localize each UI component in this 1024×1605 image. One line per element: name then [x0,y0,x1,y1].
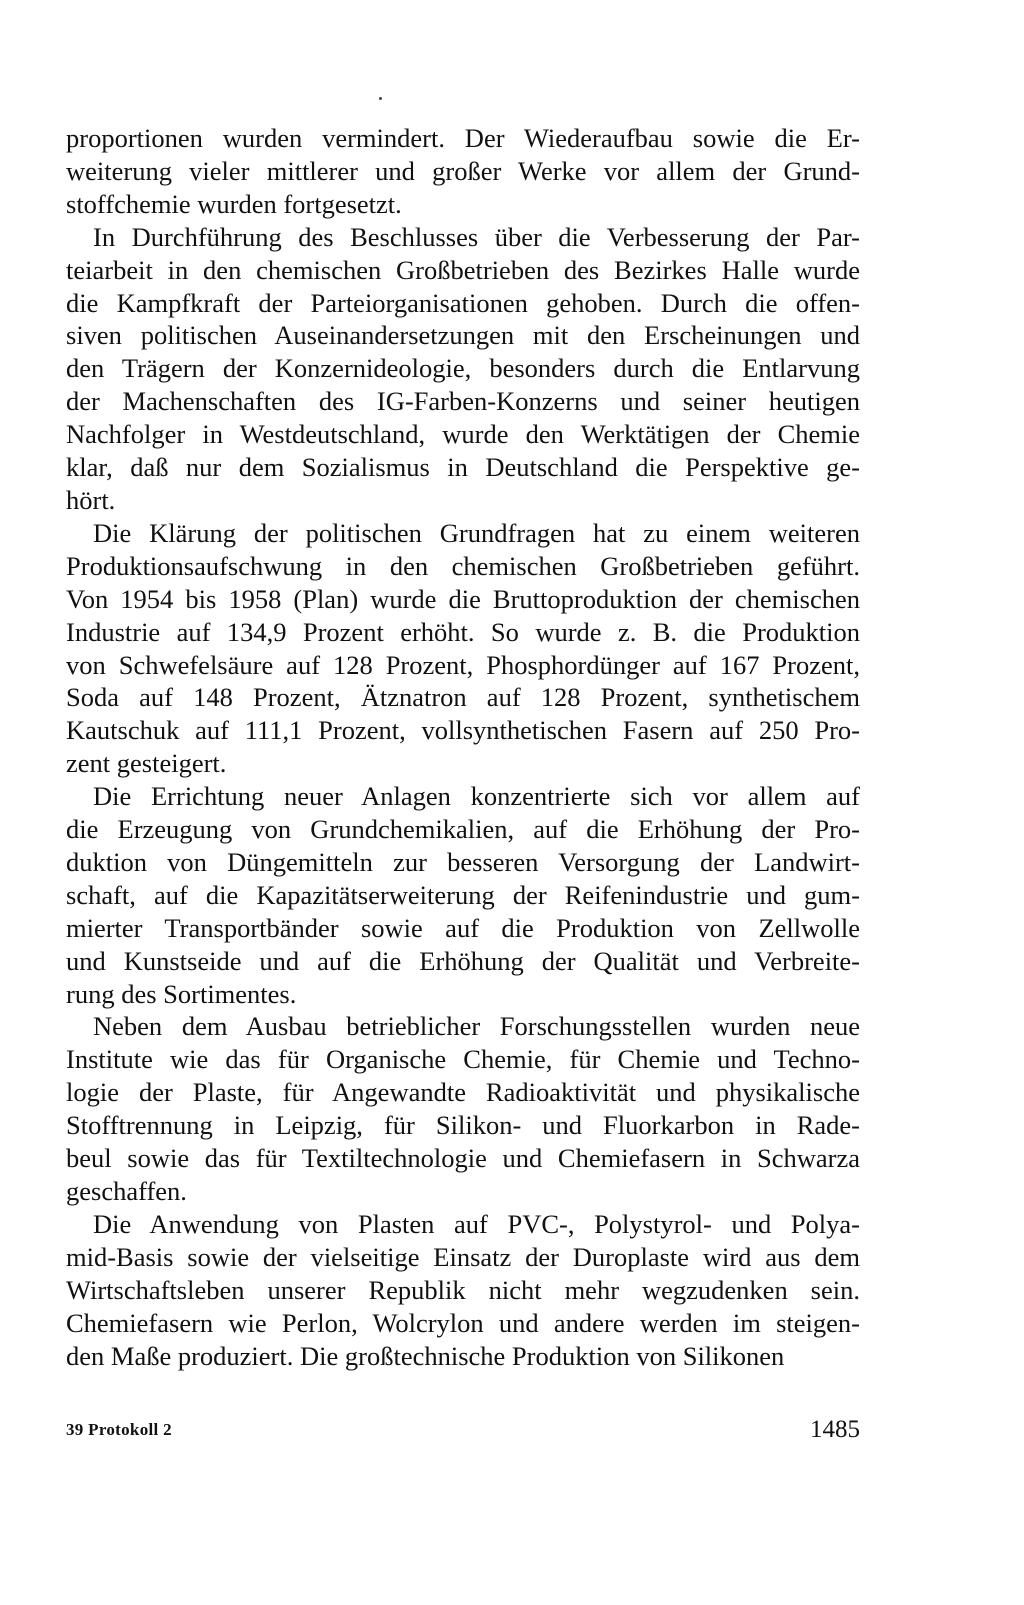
text-line: die Kampfkraft der Parteiorganisationen gehoben. Durch die offen- [66,287,860,318]
text-line: duktion von Düngemitteln zur besseren Versorgung der Landwirt- [66,846,860,877]
text-line: Chemiefasern wie Perlon, Wolcrylon und andere werden im steigen- [66,1307,860,1338]
text-line: rung des Sortimentes. [66,978,297,1009]
paragraph [66,1010,860,1207]
page-footer [66,1418,860,1448]
text-line: den Trägern der Konzernideologie, besonders durch die Entlarvung [66,353,860,384]
text-line: Nachfolger in Westdeutschland, wurde den Werktätigen der Chemie [66,419,860,450]
text-line: hört. [66,484,116,515]
text-line: Kautschuk auf 111,1 Prozent, vollsynthetischen Fasern auf 250 Pro- [66,715,860,746]
text-line: In Durchführung des Beschlusses über die Verbesserung der Par- [93,221,860,252]
text-line: proportionen wurden vermindert. Der Wiederaufbau sowie die Er- [66,123,860,153]
text-line: Die Errichtung neuer Anlagen konzentrierte sich vor allem auf [93,781,860,812]
print-speck [379,97,382,100]
text-line: Die Klärung der politischen Grundfragen hat zu einem weiteren [93,517,860,548]
text-line: und Kunstseide und auf die Erhöhung der Qualität und Verbreite- [66,945,860,976]
text-line: die Erzeugung von Grundchemikalien, auf die Erhöhung der Pro- [66,814,860,845]
text-line: Industrie auf 134,9 Prozent erhöht. So wurde z. B. die Produktion [66,616,860,647]
text-line: mierter Transportbänder sowie auf die Produktion von Zellwolle [66,912,860,943]
text-line: Institute wie das für Organische Chemie, für Chemie und Techno- [66,1044,860,1075]
text-line: Neben dem Ausbau betrieblicher Forschungsstellen wurden neue [93,1011,860,1042]
paragraph [66,221,860,517]
text-line: siven politischen Auseinandersetzungen mit den Erscheinungen und [66,320,860,351]
text-line: logie der Plaste, für Angewandte Radioaktivität und physikalische [66,1077,860,1108]
text-line: der Machenschaften des IG-Farben-Konzerns und seiner heutigen [66,386,860,417]
text-line: Soda auf 148 Prozent, Ätznatron auf 128 Prozent, synthetischem [66,682,860,713]
text-line: mid-Basis sowie der vielseitige Einsatz der Duroplaste wird aus dem [66,1241,860,1272]
text-line: Von 1954 bis 1958 (Plan) wurde die Bruttoproduktion der chemischen [66,583,860,614]
paragraph [66,517,860,780]
text-line: beul sowie das für Textiltechnologie und Chemiefasern in Schwarza [66,1143,860,1174]
text-line: Die Anwendung von Plasten auf PVC-, Polystyrol- und Polya- [93,1208,860,1239]
text-line: Wirtschaftsleben unserer Republik nicht mehr wegzudenken sein. [66,1274,860,1305]
text-line: den Maße produziert. Die großtechnische Produktion von Silikonen [66,1340,785,1371]
page-number: 1485 [810,1416,860,1443]
text-line: Stofftrennung in Leipzig, für Silikon- und Fluorkarbon in Rade- [66,1110,860,1141]
paragraph [66,780,860,1010]
printer-signature: 39 Protokoll 2 [66,1420,172,1439]
body-text [66,122,860,1372]
text-line: zent gesteigert. [66,748,227,779]
text-line: Produktionsaufschwung in den chemischen Großbetrieben geführt. [66,550,860,581]
text-line: stoffchemie wurden fortgesetzt. [66,188,402,219]
text-line: von Schwefelsäure auf 128 Prozent, Phosphordünger auf 167 Prozent, [66,649,860,680]
text-line: schaft, auf die Kapazitätserweiterung der Reifenindustrie und gum- [66,879,860,910]
text-line: geschaffen. [66,1176,187,1206]
paragraph [66,122,860,221]
text-line: weiterung vieler mittlerer und großer Werke vor allem der Grund- [66,155,860,186]
paragraph [66,1208,860,1373]
text-line: teiarbeit in den chemischen Großbetrieben des Bezirkes Halle wurde [66,254,860,285]
text-line: klar, daß nur dem Sozialismus in Deutschland die Perspektive ge- [66,452,860,483]
